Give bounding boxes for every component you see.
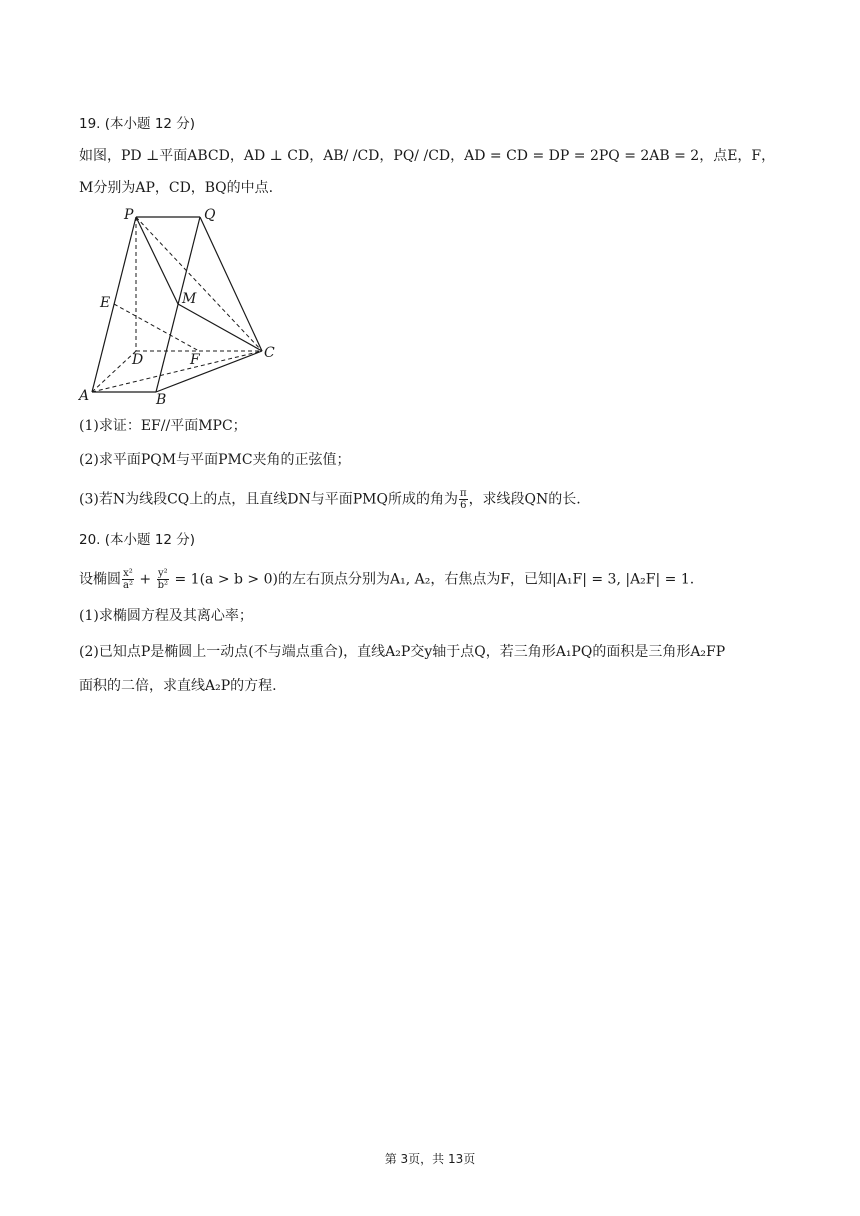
- q20-part1: (1)求椭圆方程及其离心率；: [79, 608, 253, 624]
- q20-part2-line2: 面积的二倍，求直线A₂P的方程.: [79, 678, 277, 694]
- edge-PC: [136, 217, 262, 351]
- edge-PM: [136, 217, 178, 304]
- q20-stem-text-a: 设椭圆: [79, 571, 121, 588]
- label-E: E: [100, 295, 111, 311]
- label-P: P: [124, 207, 134, 223]
- label-B: B: [156, 392, 167, 404]
- q19-stem-line1: 如图，PD ⊥平面ABCD，AD ⊥ CD，AB/ /CD，PQ/ /CD，AD = CD = DP = 2PQ = 2AB = 2，点E，F，: [79, 148, 776, 164]
- plus-sign: +: [134, 571, 156, 588]
- q19-part3-text-a: (3)若N为线段CQ上的点，且直线DN与平面PMQ所成的角为: [79, 491, 458, 508]
- label-Q: Q: [204, 207, 216, 223]
- q20-part2-line1: (2)已知点P是椭圆上一动点(不与端点重合)，直线A₂P交y轴于点Q，若三角形A₁PQ的面积是三角形A₂FP: [79, 644, 726, 660]
- edge-QC: [200, 217, 262, 351]
- edge-MC: [178, 304, 262, 351]
- x2-over-a2-fraction: $\frac{\text{x²}}{\text{a²}}$: [123, 568, 133, 591]
- page-footer: 第 3页，共 13页: [384, 1152, 476, 1166]
- q19-part1: (1)求证：EF//平面MPC；: [79, 418, 247, 434]
- edge-EF: [114, 304, 199, 351]
- q19-part3: [79, 488, 581, 511]
- label-C: C: [264, 345, 275, 361]
- q19-part2: (2)求平面PQM与平面PMC夹角的正弦值；: [79, 452, 351, 468]
- label-D: D: [132, 352, 144, 368]
- q20-stem: [79, 568, 694, 591]
- edge-AC: [92, 351, 262, 392]
- edge-AD: [92, 351, 136, 392]
- label-F: F: [190, 352, 200, 368]
- edge-BC: [156, 351, 262, 392]
- q19-stem-line2: M分别为AP，CD，BQ的中点.: [79, 180, 274, 196]
- q20-header: 20. (本小题 12 分): [79, 532, 196, 548]
- pi-over-6-fraction: $\frac{\pi}{6}$: [459, 488, 467, 511]
- q20-stem-text-b: = 1(a > b > 0)的左右顶点分别为A₁, A₂，右焦点为F，已知|A₁F| = 3, |A₂F| = 1.: [170, 571, 695, 588]
- q19-header: 19. (本小题 12 分): [79, 116, 196, 132]
- q19-part3-text-b: ，求线段QN的长.: [468, 491, 581, 508]
- label-M: M: [182, 291, 197, 307]
- geometry-figure: [76, 204, 286, 404]
- y2-over-b2-fraction: $\frac{\text{y²}}{\text{b²}}$: [157, 568, 169, 591]
- label-A: A: [79, 388, 90, 404]
